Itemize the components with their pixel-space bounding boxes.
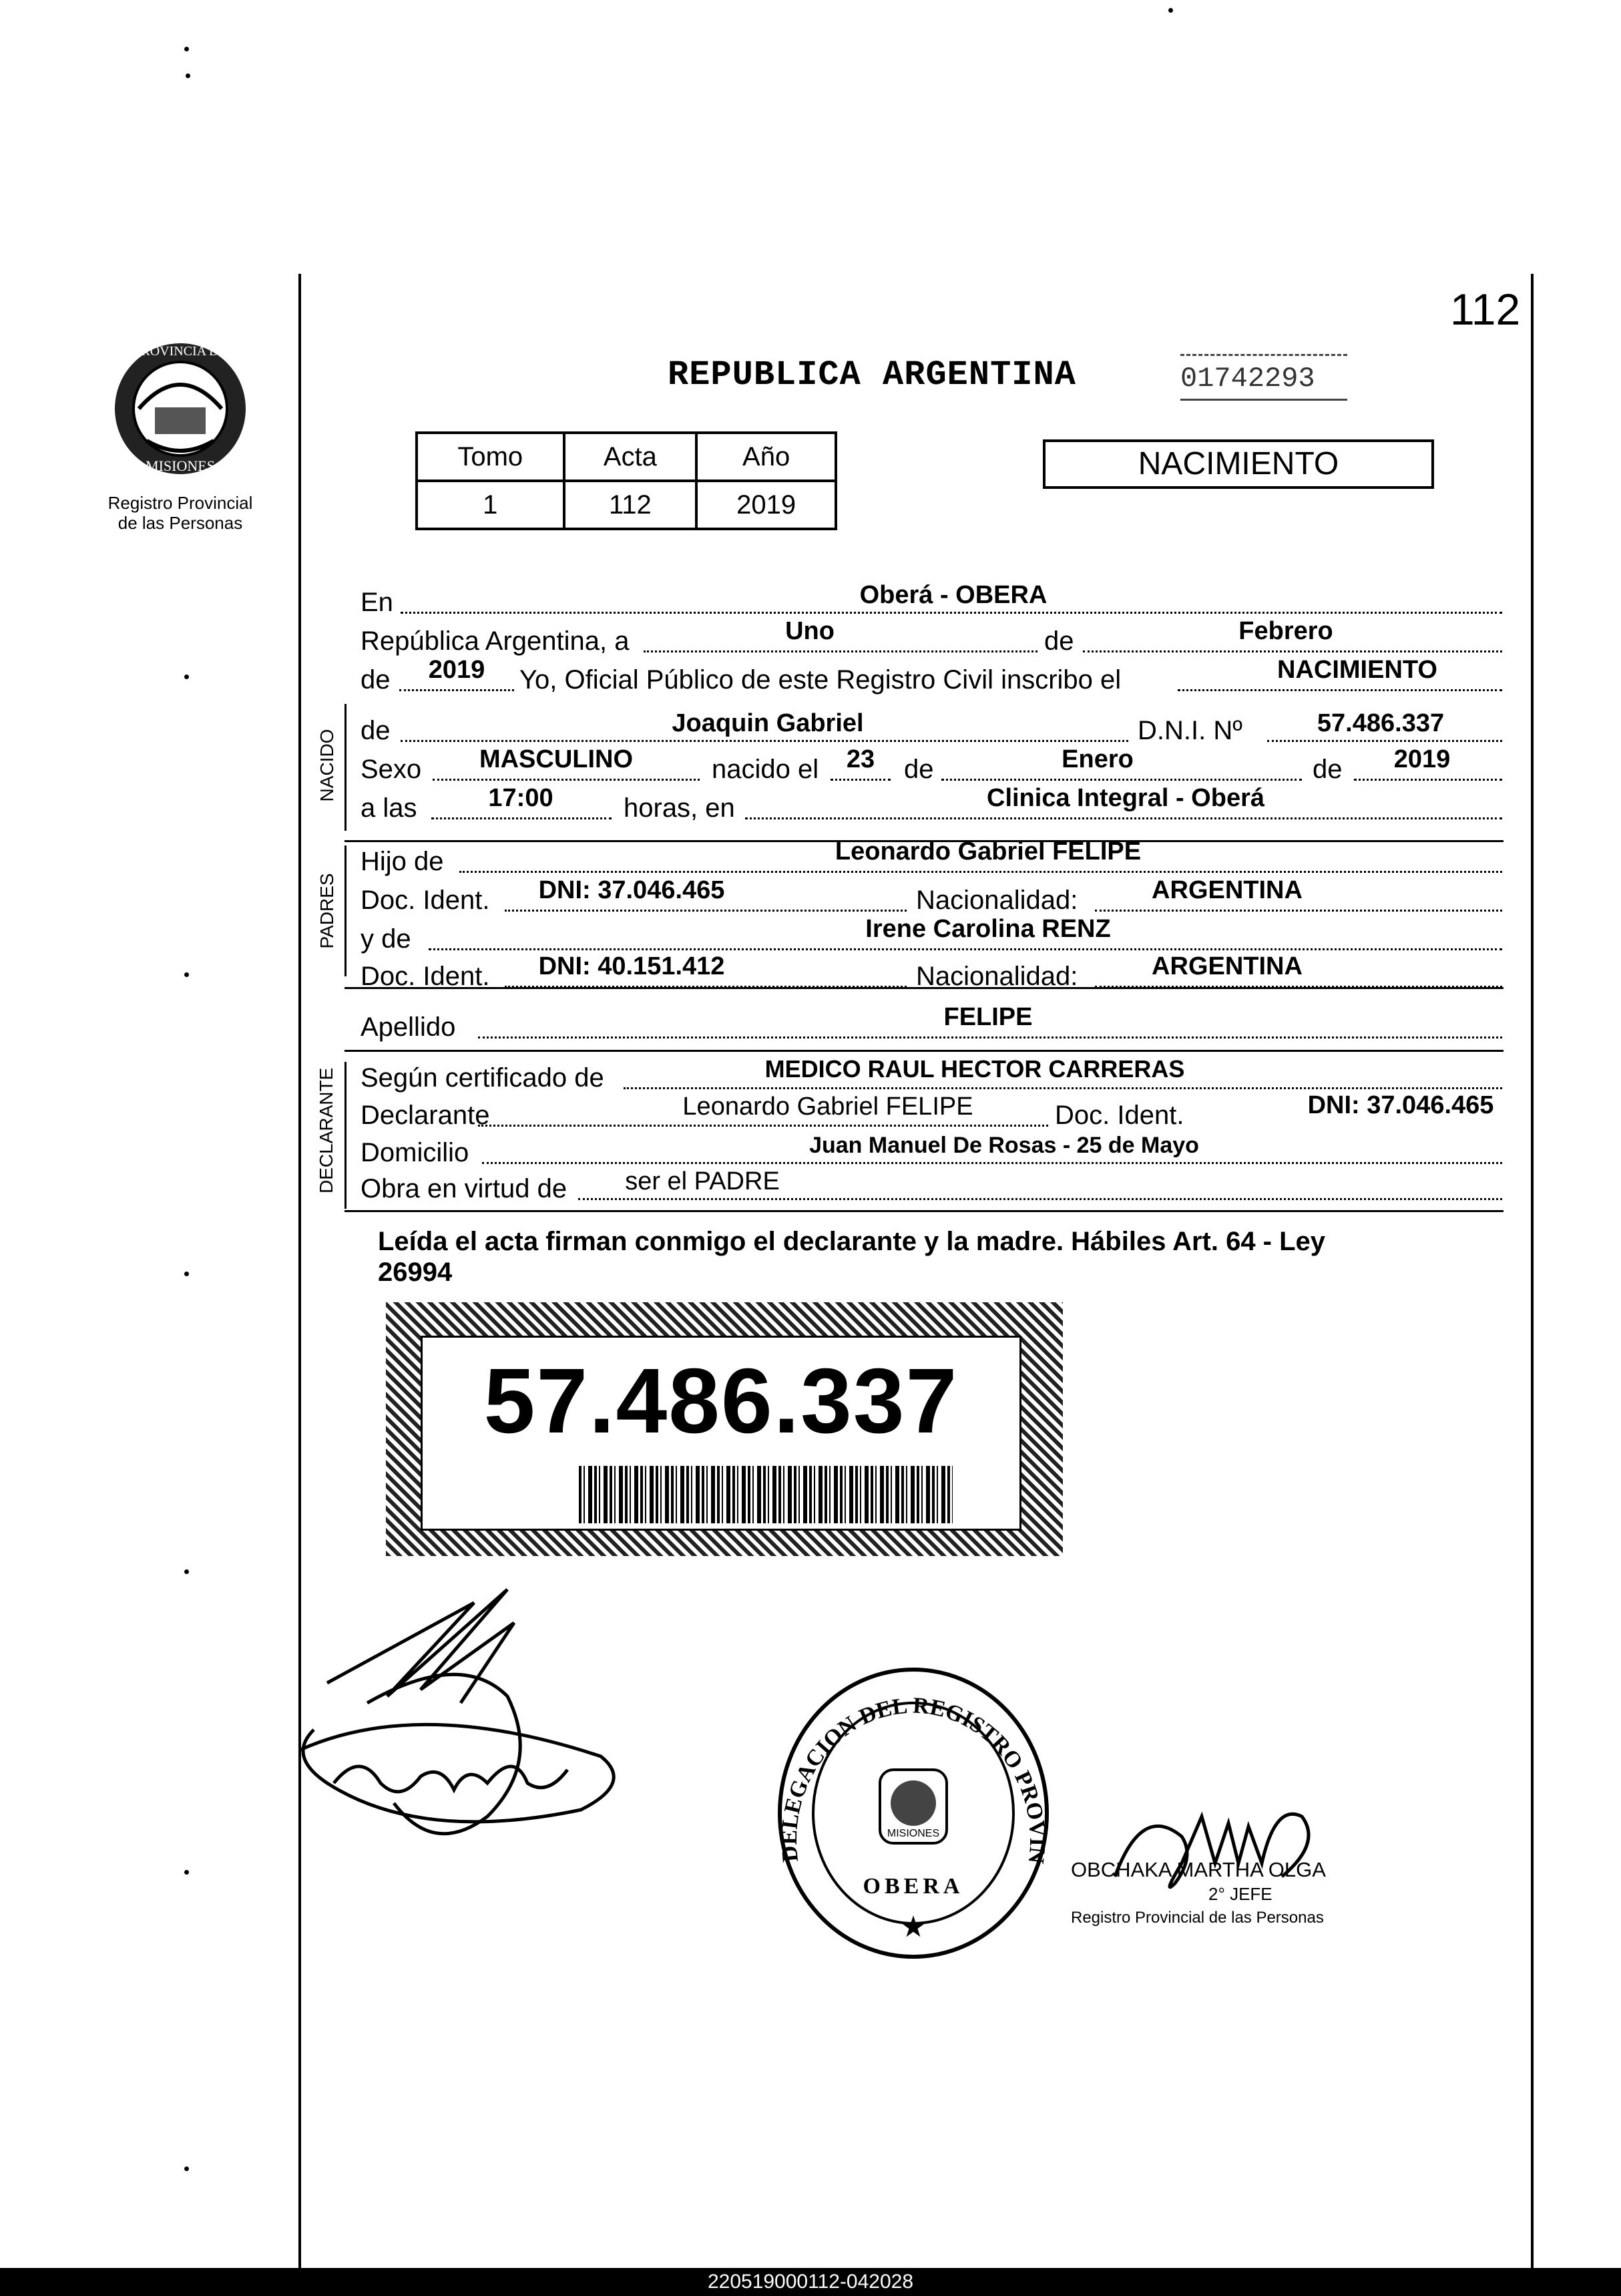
father-nat-dots	[1095, 910, 1502, 912]
declarante-name-value: Leonardo Gabriel FELIPE	[682, 1093, 973, 1121]
sexo-dots	[433, 779, 700, 781]
en-label: En	[361, 588, 393, 617]
padres-section-label: PADRES	[316, 873, 337, 949]
child-dni-value: 57.486.337	[1317, 709, 1445, 737]
closing-line-2: 26994	[378, 1258, 453, 1287]
nacido-bracket	[344, 704, 346, 831]
official-title: 2° JEFE	[1208, 1884, 1272, 1904]
declarante-label: Declarante	[361, 1101, 490, 1130]
closing-line-1: Leída el acta firman conmigo el declarante y la madre. Hábiles Art. 64 - Ley	[378, 1227, 1326, 1256]
father-nat-value: ARGENTINA	[1152, 876, 1303, 904]
seal-inner-text: MISIONES	[887, 1828, 940, 1839]
child-name-value: Joaquin Gabriel	[672, 709, 864, 737]
y-de-label: y de	[361, 924, 411, 954]
registry-table-header-row	[417, 433, 836, 481]
father-name-value: Leonardo Gabriel FELIPE	[835, 837, 1142, 866]
serial-number-text: 01742293	[1180, 363, 1315, 395]
hijo-de-label: Hijo de	[361, 847, 444, 876]
dni-label: D.N.I. Nº	[1138, 716, 1242, 745]
right-margin-rule	[1531, 274, 1534, 2271]
declarante-doc-value: DNI: 37.046.465	[1307, 1091, 1494, 1119]
cert-dots	[624, 1087, 1502, 1089]
logo-caption	[80, 493, 280, 533]
mother-name-value: Irene Carolina RENZ	[865, 915, 1111, 943]
horas-label: horas, en	[624, 793, 735, 823]
father-doc-dots	[505, 910, 907, 912]
speck	[184, 47, 189, 51]
registry-table	[415, 431, 837, 530]
de-label-1: de	[1044, 626, 1074, 656]
dni-stamp-inner	[421, 1336, 1021, 1531]
birth-month-dots	[941, 779, 1302, 781]
registry-table-value-row	[417, 481, 836, 529]
mother-nat-dots	[1095, 986, 1502, 988]
speck	[184, 1870, 189, 1875]
speck	[184, 1569, 189, 1574]
coat-of-arms-icon	[107, 334, 254, 488]
dni-stamp	[386, 1302, 1063, 1556]
declarante-dots	[478, 1125, 1048, 1127]
registry-header-acta: Acta	[564, 433, 697, 481]
time-dots	[431, 817, 612, 819]
obra-value: ser el PADRE	[625, 1167, 780, 1195]
birth-month-value: Enero	[1062, 745, 1134, 773]
speck	[1168, 8, 1173, 13]
speck	[184, 1272, 189, 1276]
registry-seal	[773, 1663, 1054, 1963]
cert-value: MEDICO RAUL HECTOR CARRERAS	[764, 1055, 1185, 1083]
nacido-de-label-2: de	[904, 755, 934, 784]
official-office: Registro Provincial de las Personas	[1071, 1909, 1324, 1927]
day-dots	[644, 650, 1037, 652]
registry-header-anio: Año	[696, 433, 836, 481]
mother-dots	[429, 948, 1502, 950]
birth-day-value: 23	[846, 745, 875, 773]
page-number: 112	[1450, 284, 1521, 334]
dni-dots	[1267, 740, 1502, 742]
father-dots	[459, 871, 1502, 873]
declarant-signature-icon	[287, 1563, 701, 1897]
en-dots	[401, 612, 1502, 614]
registry-value-tomo: 1	[417, 481, 564, 529]
obra-dots	[578, 1198, 1502, 1200]
dni-barcode	[579, 1466, 953, 1523]
location-value: Clinica Integral - Oberá	[987, 784, 1264, 812]
footer-bar	[0, 2268, 1621, 2296]
time-value: 17:00	[488, 784, 553, 812]
father-doc-value: DNI: 37.046.465	[538, 876, 725, 904]
closing-statement	[378, 1226, 1506, 1288]
registry-value-anio: 2019	[696, 481, 836, 529]
speck	[184, 972, 189, 977]
speck	[184, 675, 189, 679]
apellido-value: FELIPE	[943, 1003, 1033, 1031]
footer-code: 220519000112-042028	[707, 2271, 914, 2293]
birth-day-dots	[831, 779, 891, 781]
father-doc-label: Doc. Ident.	[361, 886, 490, 915]
de-label-2: de	[361, 665, 391, 695]
declarante-bottom-rule	[344, 1210, 1503, 1212]
inscribe-text: Yo, Oficial Público de este Registro Civil inscribo el	[519, 665, 1122, 695]
registry-seal-icon	[773, 1663, 1054, 1963]
logo-ring-top-text: PROVINCIA DE	[134, 344, 227, 359]
left-margin-rule	[298, 274, 301, 2271]
registry-header-tomo: Tomo	[417, 433, 564, 481]
declarante-doc-label: Doc. Ident.	[1055, 1101, 1184, 1130]
seal-star-icon: ★	[900, 1911, 927, 1943]
father-nac-label: Nacionalidad:	[916, 886, 1078, 915]
place-value: Oberá - OBERA	[859, 581, 1048, 609]
republic-label: República Argentina, a	[361, 626, 630, 656]
logo-ring-bottom-text: MISIONES	[146, 457, 215, 474]
birth-year-dots	[1354, 779, 1502, 781]
mother-doc-dots	[505, 986, 907, 988]
event-dots	[1178, 689, 1502, 691]
nacido-de-label: de	[361, 716, 391, 745]
mother-doc-value: DNI: 40.151.412	[538, 952, 725, 980]
province-logo	[107, 334, 254, 488]
nacido-de-label-3: de	[1313, 755, 1343, 784]
cert-label: Según certificado de	[361, 1063, 604, 1093]
declarant-signature	[287, 1563, 701, 1897]
apellido-dots	[478, 1036, 1502, 1038]
country-title: REPUBLICA ARGENTINA	[668, 355, 1076, 395]
domicilio-dots	[482, 1162, 1502, 1164]
month-dots	[1083, 650, 1502, 652]
logo-caption-line2: de las Personas	[118, 513, 243, 533]
domicilio-value: Juan Manuel De Rosas - 25 de Mayo	[809, 1133, 1199, 1158]
sexo-value: MASCULINO	[479, 745, 634, 773]
seal-ring-textpath: DELEGACION DEL REGISTRO PROVIN	[776, 1693, 1050, 1865]
declarante-section-label: DECLARANTE	[316, 1067, 336, 1193]
document-type-label: NACIMIENTO	[1138, 446, 1339, 482]
mother-doc-label: Doc. Ident.	[361, 962, 490, 991]
official-block	[1071, 1858, 1385, 1930]
year-dots	[399, 689, 514, 691]
serial-number	[1180, 354, 1354, 401]
document-type-box	[1043, 439, 1434, 489]
nacido-section-label: NACIDO	[316, 729, 337, 802]
mother-nac-label: Nacionalidad:	[916, 962, 1078, 991]
apellido-label: Apellido	[361, 1012, 456, 1042]
registry-value-acta: 112	[564, 481, 697, 529]
nacido-el-label: nacido el	[712, 755, 819, 784]
apellido-bottom-rule	[344, 1050, 1503, 1052]
a-las-label: a las	[361, 793, 417, 823]
speck	[184, 2166, 189, 2171]
logo-caption-line1: Registro Provincial	[107, 493, 253, 513]
sexo-label: Sexo	[361, 755, 422, 784]
domicilio-label: Domicilio	[361, 1138, 469, 1167]
month-value: Febrero	[1238, 617, 1333, 645]
official-name: OBCHAKA MARTHA OLGA	[1071, 1858, 1326, 1881]
seal-city: OBERA	[863, 1874, 964, 1899]
birth-year-value: 2019	[1393, 745, 1451, 773]
day-value: Uno	[785, 617, 835, 645]
declarante-bracket	[344, 1062, 346, 1209]
obra-label: Obra en virtud de	[361, 1174, 567, 1203]
dni-stamp-number: 57.486.337	[483, 1350, 959, 1453]
padres-bracket	[344, 845, 346, 976]
mother-nat-value: ARGENTINA	[1152, 952, 1303, 980]
year-value: 2019	[428, 656, 485, 684]
event-value: NACIMIENTO	[1277, 656, 1437, 684]
name-dots	[401, 740, 1128, 742]
location-dots	[745, 817, 1502, 819]
speck	[186, 73, 190, 78]
